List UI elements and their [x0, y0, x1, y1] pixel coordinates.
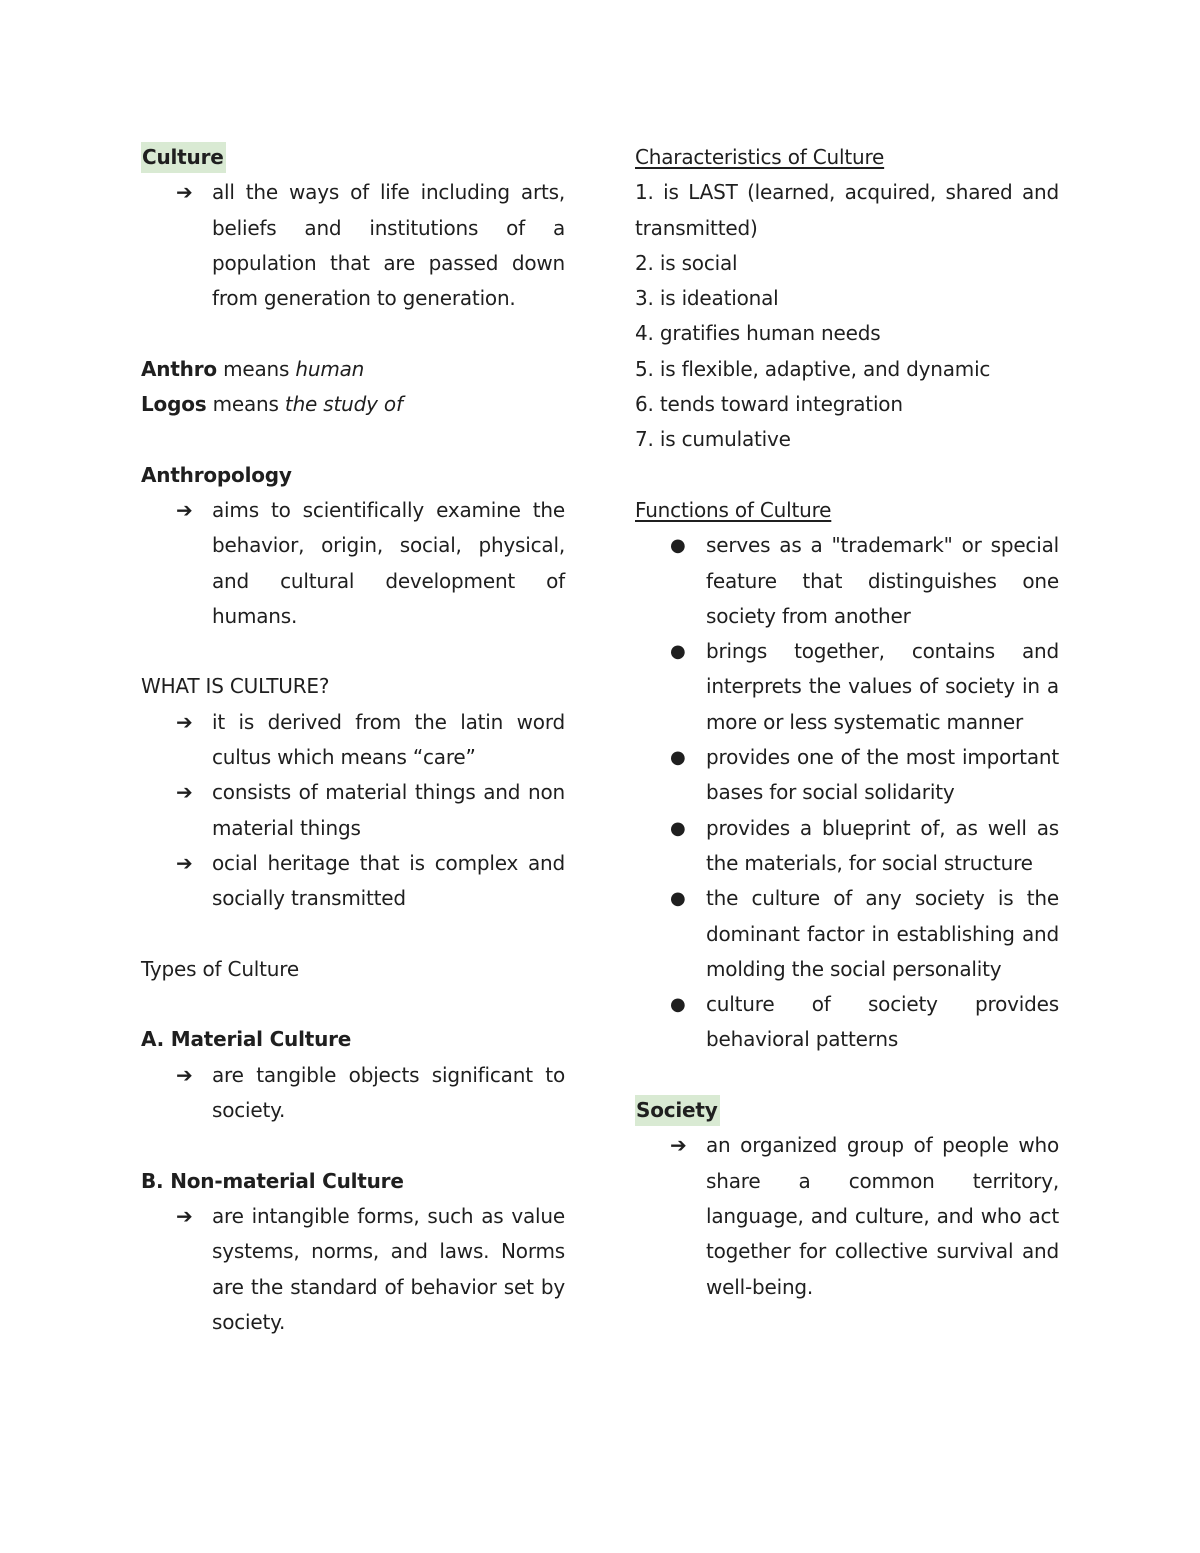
material-culture-definition	[176, 1058, 565, 1129]
list-item	[670, 881, 1059, 987]
arrow-icon: ➔	[176, 780, 193, 805]
characteristic-item: 7. is cumulative	[635, 427, 791, 452]
logos-term: Logos	[141, 392, 207, 417]
society-definition	[670, 1128, 1059, 1304]
anthro-line	[141, 352, 565, 387]
functions-heading: Functions of Culture	[635, 497, 832, 522]
function-text: provides one of the most important bases for social solidarity	[706, 745, 1059, 805]
arrow-icon: ➔	[670, 1133, 687, 1158]
bullet-icon: ●	[670, 817, 686, 839]
characteristic-item: 1. is LAST (learned, acquired, shared and transmitted)	[635, 180, 1059, 240]
arrow-icon: ➔	[176, 180, 193, 205]
society-heading-line	[635, 1093, 1059, 1128]
arrow-icon: ➔	[176, 1203, 193, 1228]
function-text: brings together, contains and interprets the values of society in a more or less systematic manner	[706, 639, 1059, 734]
culture-definition	[176, 175, 565, 316]
list-item	[670, 634, 1059, 740]
material-culture-text: are tangible objects significant to society.	[212, 1062, 565, 1123]
function-text: the culture of any society is the dominant factor in establishing and molding the social personality	[706, 886, 1059, 981]
characteristic-item: 4. gratifies human needs	[635, 321, 881, 346]
society-definition-text: an organized group of people who share a common territory, language, and culture, and who act together for collective survival and well-being.	[706, 1133, 1059, 1299]
nonmaterial-culture-heading: B. Non-material Culture	[141, 1168, 404, 1193]
what-is-item-text: consists of material things and non material things	[212, 780, 565, 840]
arrow-icon: ➔	[176, 497, 193, 522]
logos-means: means	[206, 392, 285, 417]
arrow-icon: ➔	[176, 1062, 193, 1087]
characteristic-item: 2. is social	[635, 250, 738, 275]
characteristics-heading: Characteristics of Culture	[635, 145, 885, 169]
characteristic-item: 5. is flexible, adaptive, and dynamic	[635, 356, 991, 381]
culture-definition-text: all the ways of life including arts, beliefs and institutions of a population that are passed down from generation to generation.	[212, 180, 565, 311]
list-item	[670, 528, 1059, 634]
what-is-item-text: ocial heritage that is complex and socially transmitted	[212, 850, 565, 911]
anthro-means: means	[216, 356, 296, 381]
bullet-icon: ●	[670, 994, 686, 1016]
list-item	[670, 740, 1059, 811]
nonmaterial-culture-text: are intangible forms, such as value systems, norms, and laws. Norms are the standard of behavior set by society.	[212, 1203, 565, 1334]
anthro-meaning: human	[295, 356, 365, 381]
characteristic-item: 3. is ideational	[635, 286, 779, 311]
culture-heading: Culture	[141, 142, 226, 173]
logos-line	[141, 387, 565, 422]
anthropology-definition	[176, 493, 565, 634]
left-column	[141, 140, 565, 1340]
list-item	[670, 811, 1059, 882]
characteristic-item: 6. tends toward integration	[635, 392, 903, 417]
right-column	[635, 140, 1059, 1305]
arrow-icon: ➔	[176, 850, 193, 875]
anthropology-definition-text: aims to scientifically examine the behavior, origin, social, physical, and cultural development of humans.	[212, 497, 565, 628]
material-culture-heading: A. Material Culture	[141, 1027, 352, 1052]
function-text: provides a blueprint of, as well as the materials, for social structure	[706, 815, 1059, 875]
anthropology-heading: Anthropology	[141, 462, 292, 487]
arrow-icon: ➔	[176, 709, 193, 734]
list-item	[670, 987, 1059, 1058]
nonmaterial-culture-definition	[176, 1199, 565, 1340]
what-is-culture-heading: WHAT IS CULTURE?	[141, 674, 330, 699]
culture-heading-line	[141, 140, 565, 175]
function-text: culture of society provides behavioral patterns	[706, 992, 1059, 1052]
society-heading: Society	[635, 1095, 720, 1126]
anthro-term: Anthro	[141, 356, 217, 381]
types-of-culture-heading: Types of Culture	[141, 956, 299, 981]
list-item	[176, 846, 565, 917]
list-item	[176, 705, 565, 776]
function-text: serves as a "trademark" or special feature that distinguishes one society from another	[706, 533, 1059, 628]
bullet-icon: ●	[670, 888, 686, 910]
bullet-icon: ●	[670, 535, 686, 557]
list-item	[176, 775, 565, 846]
bullet-icon: ●	[670, 641, 686, 663]
logos-meaning: the study of	[284, 392, 403, 417]
bullet-icon: ●	[670, 747, 686, 769]
what-is-item-text: it is derived from the latin word cultus which means “care”	[212, 709, 565, 770]
